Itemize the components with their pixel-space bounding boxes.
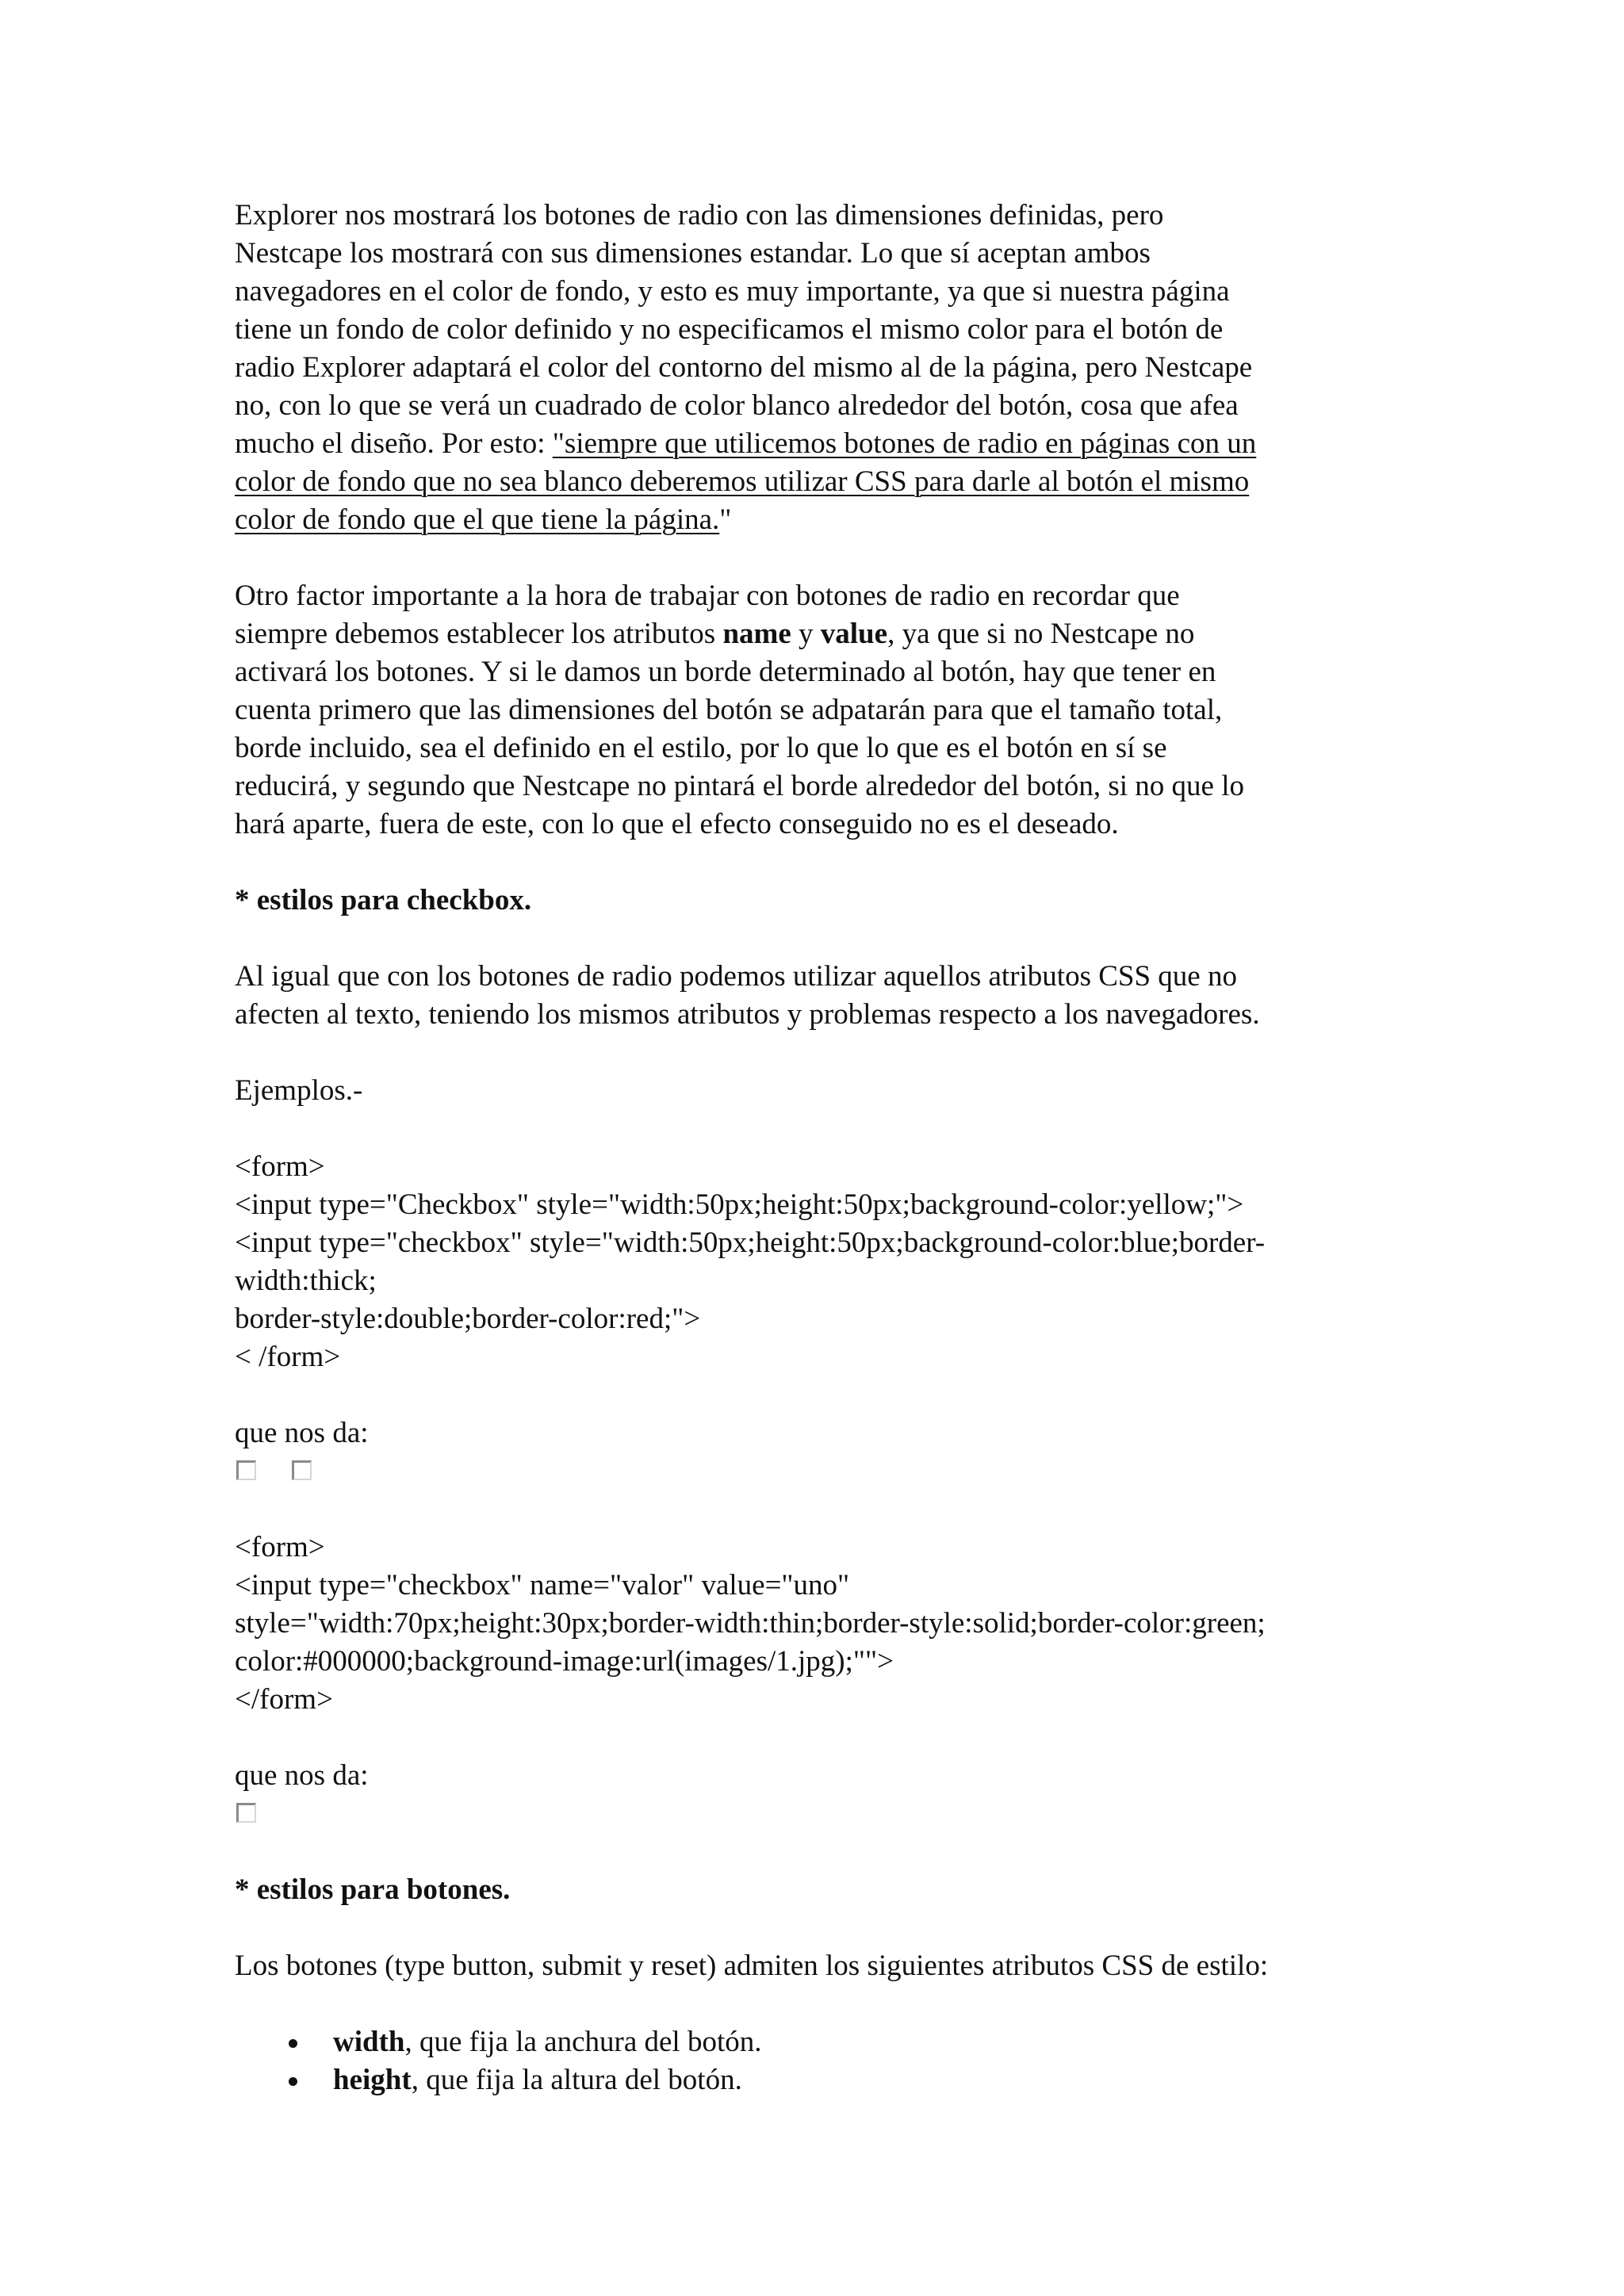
paragraph-gap: [235, 1833, 1408, 1871]
bold-term-name: name: [722, 618, 791, 650]
text-line: radio Explorer adaptará el color del contorno del mismo al de la página, pero Nestcape: [235, 351, 1253, 384]
heading-text: * estilos para botones.: [235, 1873, 511, 1906]
text-line: no, con lo que se verá un cuadrado de color blanco alrededor del botón, cosa que afea: [235, 389, 1239, 422]
text-line: [235, 501, 1408, 539]
text-line: reducirá, y segundo que Nestcape no pintará el borde alrededor del botón, si no que lo: [235, 770, 1244, 802]
underlined-quote: color de fondo que no sea blanco deberemos utilizar CSS para darle al botón el mismo: [235, 465, 1250, 498]
underlined-quote: "siempre que utilicemos botones de radio en páginas con un: [552, 427, 1257, 460]
code-line: <input type="checkbox" style="width:50px;height:50px;background-color:blue;border-: [235, 1226, 1266, 1259]
section-heading-checkbox: [235, 882, 1408, 920]
bullet-list: [235, 2023, 1408, 2099]
demo-checkbox-3[interactable]: [236, 1803, 256, 1823]
paragraph-gap: [235, 1490, 1408, 1529]
bullet-icon: [289, 2039, 297, 2048]
text-line: activará los botones. Y si le damos un borde determinado al botón, hay que tener en: [235, 656, 1216, 688]
bullet-term: width: [333, 2026, 405, 2058]
code-line: color:#000000;background-image:url(images/1.jpg);"">: [235, 1645, 894, 1678]
paragraph-gap: [235, 920, 1408, 958]
result-label: que nos da:: [235, 1417, 369, 1449]
text-segment: siempre debemos establecer los atributos: [235, 618, 723, 650]
checkbox-demo-row: [235, 1795, 1408, 1833]
paragraph-gap: [235, 1985, 1408, 2023]
code-line: </form>: [235, 1683, 333, 1716]
paragraph-radio-attributes: [235, 577, 1408, 844]
paragraph-buttons-intro: Los botones (type button, submit y reset) admiten los siguientes atributos CSS de estilo:: [235, 1950, 1269, 1982]
bullet-term: height: [333, 2064, 412, 2096]
text-line: [235, 463, 1408, 501]
text-segment: mucho el diseño. Por esto:: [235, 427, 553, 460]
text-line: [235, 615, 1408, 653]
text-segment: , ya que si no Nestcape no: [887, 618, 1195, 650]
text-line: Al igual que con los botones de radio podemos utilizar aquellos atributos CSS que no: [235, 960, 1237, 993]
heading-text: * estilos para checkbox.: [235, 884, 532, 916]
examples-label: Ejemplos.-: [235, 1074, 363, 1107]
text-segment: ": [719, 503, 732, 536]
text-line: hará aparte, fuera de este, con lo que el efecto conseguido no es el deseado.: [235, 808, 1119, 840]
code-line: < /form>: [235, 1341, 341, 1373]
code-line: <input type="Checkbox" style="width:50px;height:50px;background-color:yellow;">: [235, 1188, 1244, 1221]
code-example-1: [235, 1148, 1408, 1376]
demo-checkbox-1[interactable]: [236, 1460, 256, 1480]
section-heading-buttons: [235, 1871, 1408, 1909]
checkbox-demo-row: [235, 1452, 1408, 1490]
text-line: Explorer nos mostrará los botones de radio con las dimensiones definidas, pero: [235, 199, 1164, 232]
paragraph-gap: [235, 1110, 1408, 1148]
paragraph-gap: [235, 1719, 1408, 1757]
paragraph-gap: [235, 1376, 1408, 1414]
bullet-text: , que fija la anchura del botón.: [404, 2026, 762, 2058]
bold-term-value: value: [820, 618, 888, 650]
code-line: width:thick;: [235, 1265, 377, 1297]
paragraph-checkbox-intro: [235, 958, 1408, 1034]
bullet-text: , que fija la altura del botón.: [411, 2064, 742, 2096]
paragraph-radio-dimensions: [235, 197, 1408, 539]
text-line: navegadores en el color de fondo, y esto es muy importante, ya que si nuestra página: [235, 275, 1230, 308]
text-line: borde incluido, sea el definido en el estilo, por lo que lo que es el botón en sí se: [235, 732, 1167, 764]
code-example-2: [235, 1529, 1408, 1719]
document-page: [235, 197, 1408, 2099]
text-line: Otro factor importante a la hora de trabajar con botones de radio en recordar que: [235, 580, 1180, 612]
bullet-icon: [289, 2077, 297, 2086]
underlined-quote: color de fondo que el que tiene la página.: [235, 503, 720, 536]
text-line: afecten al texto, teniendo los mismos atributos y problemas respecto a los navegadores.: [235, 998, 1260, 1031]
paragraph-gap: [235, 1034, 1408, 1072]
text-line: cuenta primero que las dimensiones del botón se adpatarán para que el tamaño total,: [235, 694, 1223, 726]
code-line: <form>: [235, 1150, 325, 1183]
code-line: border-style:double;border-color:red;">: [235, 1303, 701, 1335]
list-item: [235, 2061, 1408, 2099]
code-line: <input type="checkbox" name="valor" value="uno": [235, 1569, 850, 1601]
demo-checkbox-2[interactable]: [292, 1460, 312, 1480]
code-line: <form>: [235, 1531, 325, 1563]
code-line: style="width:70px;height:30px;border-width:thin;border-style:solid;border-color:green;: [235, 1607, 1266, 1640]
text-line: tiene un fondo de color definido y no especificamos el mismo color para el botón de: [235, 313, 1224, 346]
text-segment: y: [791, 618, 821, 650]
paragraph-gap: [235, 1909, 1408, 1947]
text-line: Nestcape los mostrará con sus dimensiones estandar. Lo que sí aceptan ambos: [235, 237, 1151, 270]
paragraph-gap: [235, 539, 1408, 577]
result-label: que nos da:: [235, 1759, 369, 1792]
list-item: [235, 2023, 1408, 2061]
paragraph-gap: [235, 844, 1408, 882]
text-line: [235, 425, 1408, 463]
